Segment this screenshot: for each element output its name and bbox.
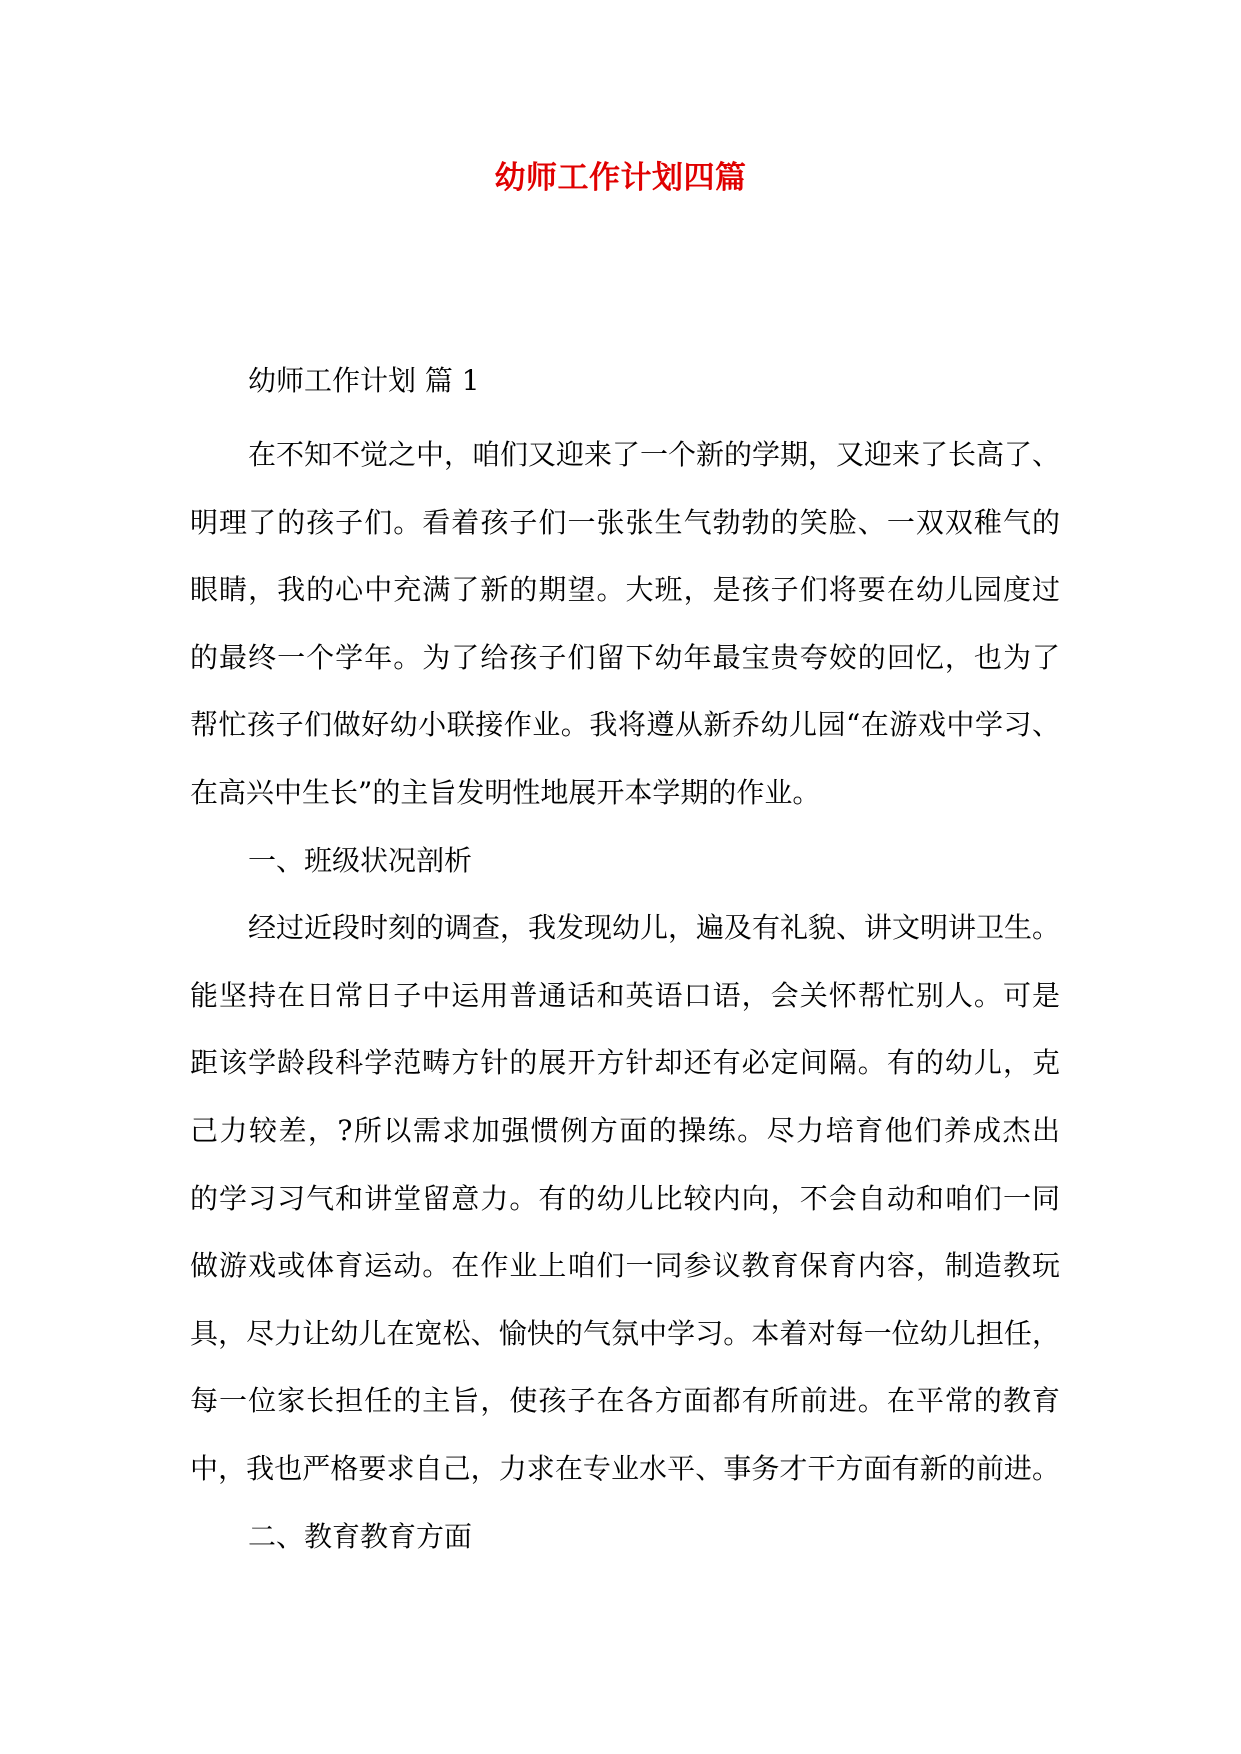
paragraph-line: 帮忙孩子们做好幼小联接作业。我将遵从新乔幼儿园“在游戏中学习、 — [190, 708, 1060, 742]
paragraph-line: 在不知不觉之中，咱们又迎来了一个新的学期，又迎来了长高了、 — [248, 438, 1061, 471]
document-body — [190, 421, 1060, 1570]
paragraph-line: 中，我也严格要求自己，力求在专业水平、事务才干方面有新的前进。 — [190, 1451, 1060, 1485]
paragraph-line: 眼睛，我的心中充满了新的期望。大班，是孩子们将要在幼儿园度过 — [190, 573, 1060, 607]
subsection-heading: 一、班级状况剖析 — [248, 843, 473, 877]
document-title: 幼师工作计划四篇 — [494, 160, 747, 196]
paragraph-line: 距该学龄段科学范畴方针的展开方针却还有必定间隔。有的幼儿，克 — [190, 1046, 1060, 1080]
paragraph-line: 做游戏或体育运动。在作业上咱们一同参议教育保育内容，制造教玩 — [190, 1249, 1060, 1283]
paragraph-line: 明理了的孩子们。看着孩子们一张张生气勃勃的笑脸、一双双稚气的 — [190, 505, 1060, 539]
paragraph-line: 己力较差，?所以需求加强惯例方面的操练。尽力培育他们养成杰出 — [190, 1113, 1060, 1147]
paragraph-line: 具，尽力让幼儿在宽松、愉快的气氛中学习。本着对每一位幼儿担任， — [190, 1316, 1060, 1350]
paragraph-line: 在高兴中生长”的主旨发明性地展开本学期的作业。 — [190, 775, 821, 809]
paragraph-line: 的学习习气和讲堂留意力。有的幼儿比较内向，不会自动和咱们一同 — [190, 1181, 1060, 1215]
section-heading: 幼师工作计划 篇 1 — [248, 364, 480, 397]
paragraph-line: 每一位家长担任的主旨，使孩子在各方面都有所前进。在平常的教育 — [190, 1384, 1060, 1418]
paragraph-line: 的最终一个学年。为了给孩子们留下幼年最宝贵夸姣的回忆，也为了 — [190, 640, 1060, 674]
paragraph-line: 经过近段时刻的调查，我发现幼儿，遍及有礼貌、讲文明讲卫生。 — [248, 911, 1061, 945]
subsection-heading: 二、教育教育方面 — [248, 1519, 473, 1553]
paragraph-line: 能坚持在日常日子中运用普通话和英语口语，会关怀帮忙别人。可是 — [190, 978, 1060, 1012]
